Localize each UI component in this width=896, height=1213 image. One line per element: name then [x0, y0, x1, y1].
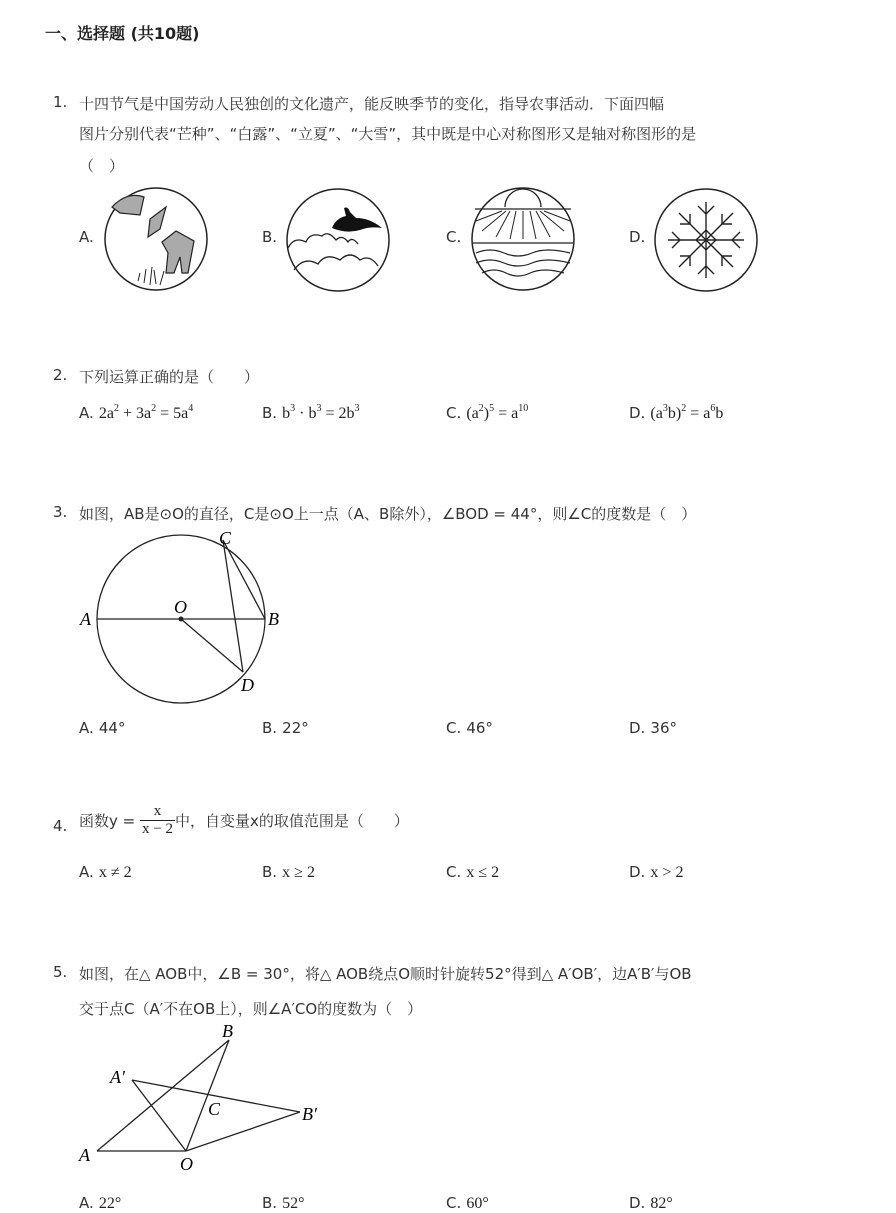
question-3-text: 如图，AB是⊙O的直径，C是⊙O上一点（A、B除外），∠BOD = 44°，则∠C的度数是（ ）: [79, 505, 697, 523]
center-point: [179, 617, 184, 622]
question-2-option-d[interactable]: [629, 403, 723, 423]
question-2-number: 2.: [53, 366, 68, 384]
question-3-option-d[interactable]: [629, 718, 677, 737]
option-value: 22°: [98, 1195, 122, 1212]
question-1-number: 1.: [53, 93, 68, 111]
option-math: $(a^3b)^2 = a^6b$: [650, 403, 724, 422]
option-math: $(a^2)^5 = a^{10}$: [466, 403, 529, 422]
question-4-option-b[interactable]: [262, 862, 315, 882]
question-2-option-a[interactable]: [79, 403, 193, 423]
question-3-option-a[interactable]: [79, 718, 125, 737]
label-o: O: [174, 597, 187, 617]
label-a: A: [80, 609, 91, 629]
option-math: $2a^2 + 3a^2 = 5a^4$: [98, 403, 194, 422]
option-label: B.: [262, 863, 278, 881]
option-math: $b^3 \cdot b^3 = 2b^3$: [282, 403, 360, 422]
option-label: C.: [446, 404, 462, 422]
question-4-fraction: [140, 803, 175, 838]
option-value: x > 2: [650, 864, 684, 881]
segment-ob: [186, 1040, 229, 1151]
label-b: B: [268, 609, 279, 629]
option-value: 46°: [466, 719, 493, 737]
label-c: C: [219, 528, 232, 548]
question-4-text-before: 函数y =: [79, 812, 140, 830]
question-4-number: 4.: [53, 817, 68, 835]
question-2-option-c[interactable]: [446, 403, 528, 423]
question-2-option-b[interactable]: [262, 403, 360, 423]
daxue-icon: [654, 188, 758, 292]
label-d: D: [241, 675, 254, 695]
question-1-option-d-label[interactable]: D.: [629, 228, 646, 246]
question-5-option-a[interactable]: [79, 1193, 121, 1213]
option-value: x ≥ 2: [282, 864, 315, 881]
label-b-prime: B′: [302, 1104, 317, 1124]
option-value: 60°: [466, 1195, 489, 1212]
question-5-figure: [76, 1020, 336, 1175]
option-label: B.: [262, 719, 278, 737]
question-5-option-b[interactable]: [262, 1193, 305, 1213]
option-label: A.: [79, 719, 94, 737]
question-5-text-line2: 交于点C（A′不在OB上），则∠A′CO的度数为（ ）: [79, 1000, 423, 1018]
fraction-numerator: x: [140, 803, 175, 821]
lixia-icon: [470, 187, 576, 291]
question-1-option-c-label[interactable]: C.: [446, 228, 462, 246]
option-value: x ≤ 2: [466, 864, 500, 881]
label-o: O: [180, 1154, 193, 1174]
option-value: 22°: [282, 719, 309, 737]
option-label: A.: [79, 1194, 94, 1212]
fraction-denominator: x − 2: [141, 821, 173, 837]
segment-od: [181, 619, 243, 672]
option-label: C.: [446, 1194, 462, 1212]
question-4-option-d[interactable]: [629, 862, 683, 882]
question-5-option-d[interactable]: [629, 1193, 673, 1213]
question-3-number: 3.: [53, 503, 68, 521]
option-label: A.: [79, 404, 94, 422]
segment-ob1: [186, 1112, 300, 1151]
option-value: 44°: [98, 719, 126, 737]
question-1-text-line2: 图片分别代表“芒种”、“白露”、“立夏”、“大雪”，其中既是中心对称图形又是轴对称图形的是: [79, 125, 697, 143]
question-4-option-c[interactable]: [446, 862, 499, 882]
bailu-icon: [286, 188, 390, 292]
label-a-prime: A′: [110, 1067, 125, 1087]
option-value: 36°: [650, 719, 678, 737]
question-4-text-after: 中，自变量x的取值范围是（ ）: [174, 812, 409, 830]
option-value: 82°: [650, 1195, 673, 1212]
segment-ab: [97, 1040, 229, 1151]
option-label: B.: [262, 1194, 278, 1212]
question-5-number: 5.: [53, 963, 68, 981]
section-title: 一、选择题 (共10题): [45, 24, 200, 43]
option-label: D.: [629, 404, 646, 422]
question-1-option-a-label[interactable]: A.: [79, 228, 94, 246]
label-c: C: [208, 1099, 221, 1119]
question-4-text: [79, 803, 409, 838]
question-1-text-line3: （ ）: [79, 157, 125, 175]
option-value: x ≠ 2: [98, 864, 132, 881]
question-1-text-line1: 十四节气是中国劳动人民独创的文化遗产，能反映季节的变化，指导农事活动．下面四幅: [79, 95, 665, 113]
question-1-option-b-label[interactable]: B.: [262, 228, 278, 246]
mangzhong-icon: [102, 187, 210, 291]
option-label: B.: [262, 404, 278, 422]
question-3-figure: [78, 526, 298, 696]
question-5-text-line1: 如图，在△ AOB中，∠B = 30°，将△ AOB绕点O顺时针旋转52°得到△ A′OB′，边A′B′与OB: [79, 965, 692, 983]
option-label: D.: [629, 719, 646, 737]
option-label: D.: [629, 1194, 646, 1212]
question-5-option-c[interactable]: [446, 1193, 489, 1213]
question-3-option-b[interactable]: [262, 718, 309, 737]
option-label: C.: [446, 719, 462, 737]
option-label: C.: [446, 863, 462, 881]
label-a: A: [79, 1145, 90, 1165]
option-label: D.: [629, 863, 646, 881]
question-4-option-a[interactable]: [79, 862, 132, 882]
question-2-text: 下列运算正确的是（ ）: [79, 368, 260, 386]
question-3-option-c[interactable]: [446, 718, 493, 737]
option-label: A.: [79, 863, 94, 881]
option-value: 52°: [282, 1195, 305, 1212]
label-b: B: [222, 1021, 233, 1041]
